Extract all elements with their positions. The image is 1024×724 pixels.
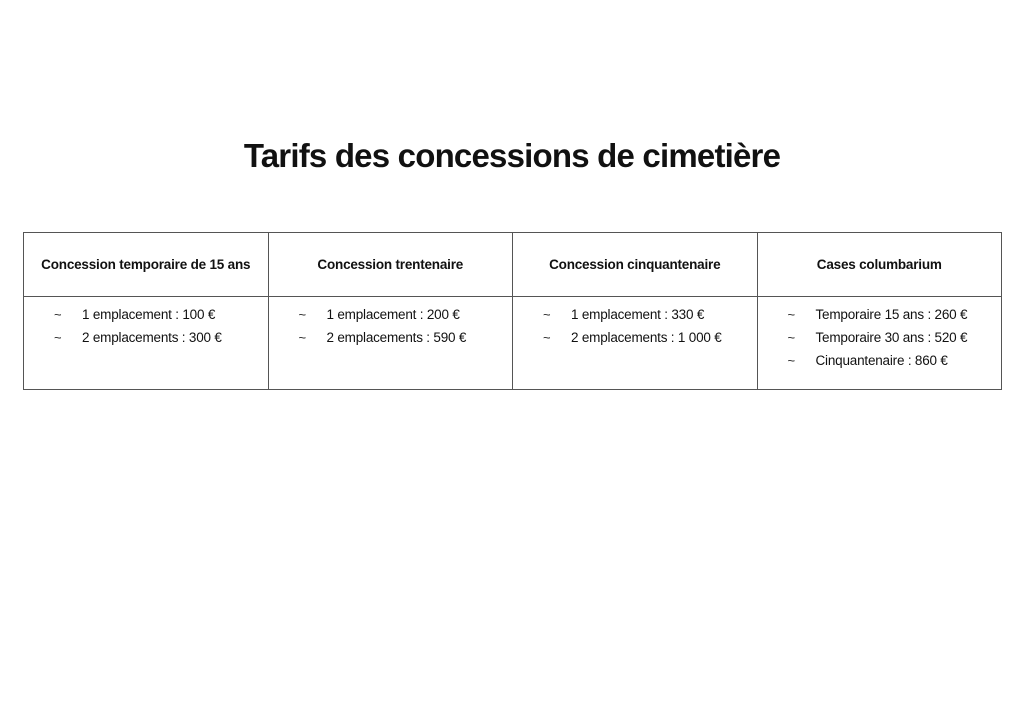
list-item	[788, 349, 1002, 372]
price-item: 2 emplacements : 1 000 €	[571, 330, 722, 345]
list-item	[543, 326, 757, 349]
price-item: 2 emplacements : 590 €	[326, 330, 467, 345]
column-header-trentenaire: Concession trentenaire	[268, 233, 513, 297]
price-item: Temporaire 30 ans : 520 €	[815, 330, 968, 345]
tilde-bullet-icon: ~	[543, 307, 551, 322]
list-item	[54, 303, 268, 326]
price-list	[513, 303, 757, 349]
column-header-cinquantenaire: Concession cinquantenaire	[513, 233, 758, 297]
tilde-bullet-icon: ~	[298, 330, 306, 345]
column-header-columbarium: Cases columbarium	[757, 233, 1002, 297]
tilde-bullet-icon: ~	[54, 330, 62, 345]
price-item: 1 emplacement : 200 €	[326, 307, 460, 322]
list-item	[543, 303, 757, 326]
column-header-temporaire-15-ans: Concession temporaire de 15 ans	[24, 233, 269, 297]
tilde-bullet-icon: ~	[543, 330, 551, 345]
tariff-table	[23, 232, 1002, 390]
price-item: Cinquantenaire : 860 €	[815, 353, 948, 368]
price-list	[758, 303, 1002, 372]
price-item: 2 emplacements : 300 €	[82, 330, 222, 345]
cell-trentenaire	[268, 297, 513, 390]
table-row	[24, 297, 1002, 390]
list-item	[54, 326, 268, 349]
list-item	[788, 303, 1002, 326]
list-item	[299, 303, 513, 326]
price-list	[269, 303, 513, 349]
price-item: 1 emplacement : 100 €	[82, 307, 216, 322]
tilde-bullet-icon: ~	[298, 307, 306, 322]
cell-cinquantenaire	[513, 297, 758, 390]
price-list	[24, 303, 268, 349]
tilde-bullet-icon: ~	[787, 353, 795, 368]
list-item	[299, 326, 513, 349]
cell-temporaire-15-ans	[24, 297, 269, 390]
price-item: 1 emplacement : 330 €	[571, 307, 705, 322]
price-item: Temporaire 15 ans : 260 €	[815, 307, 968, 322]
cell-columbarium	[757, 297, 1002, 390]
tilde-bullet-icon: ~	[54, 307, 62, 322]
page-title: Tarifs des concessions de cimetière	[243, 137, 781, 174]
list-item	[788, 326, 1002, 349]
tilde-bullet-icon: ~	[787, 330, 795, 345]
tilde-bullet-icon: ~	[787, 307, 795, 322]
table-header-row	[24, 233, 1002, 297]
